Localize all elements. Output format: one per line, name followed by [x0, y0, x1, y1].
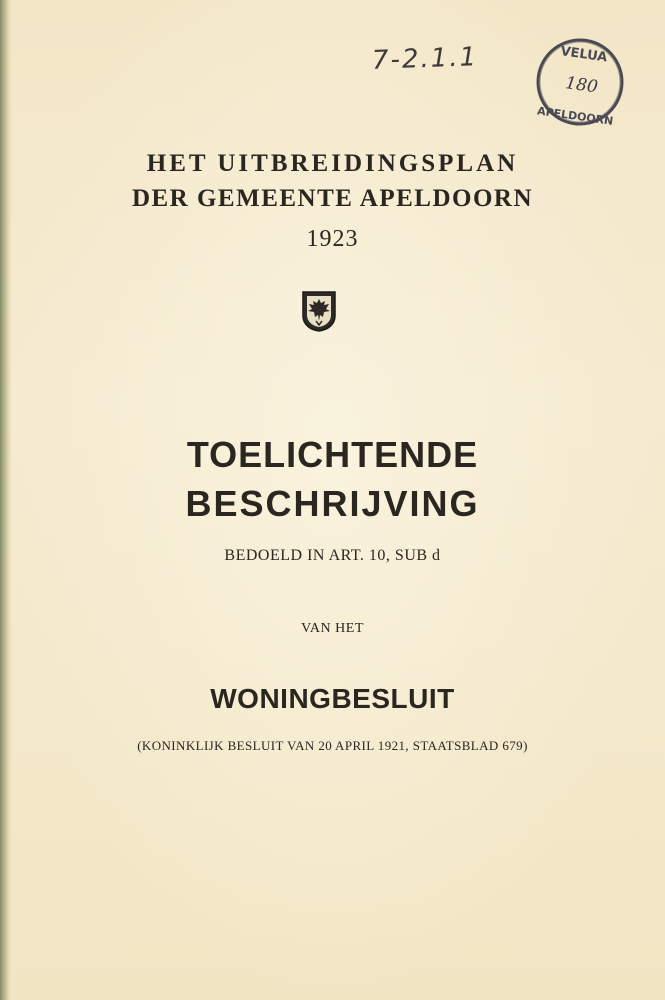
citation: (KONINKLIJK BESLUIT VAN 20 APRIL 1921, STAATSBLAD 679) — [137, 738, 528, 753]
heading-line-1: HET UITBREIDINGSPLAN — [146, 150, 519, 177]
heading-line-2: DER GEMEENTE APELDOORN — [131, 185, 534, 212]
connector-text: VAN HET — [301, 621, 364, 636]
title-line-2: BESCHRIJVING — [185, 483, 480, 524]
svg-text:VELUA: VELUA — [559, 44, 609, 66]
handwritten-number: 7-2.1.1 — [371, 42, 479, 76]
heading-year: 1923 — [306, 226, 359, 252]
library-stamp — [524, 28, 636, 137]
title-line-1: TOELICHTENDE — [186, 434, 479, 475]
subtitle: BEDOELD IN ART. 10, SUB d — [224, 547, 441, 564]
svg-text:APELDOORN: APELDOORN — [536, 104, 615, 128]
stamp-number: 180 — [564, 73, 600, 98]
main-subject: WONINGBESLUIT — [210, 683, 455, 714]
coat-of-arms-icon — [301, 290, 337, 332]
